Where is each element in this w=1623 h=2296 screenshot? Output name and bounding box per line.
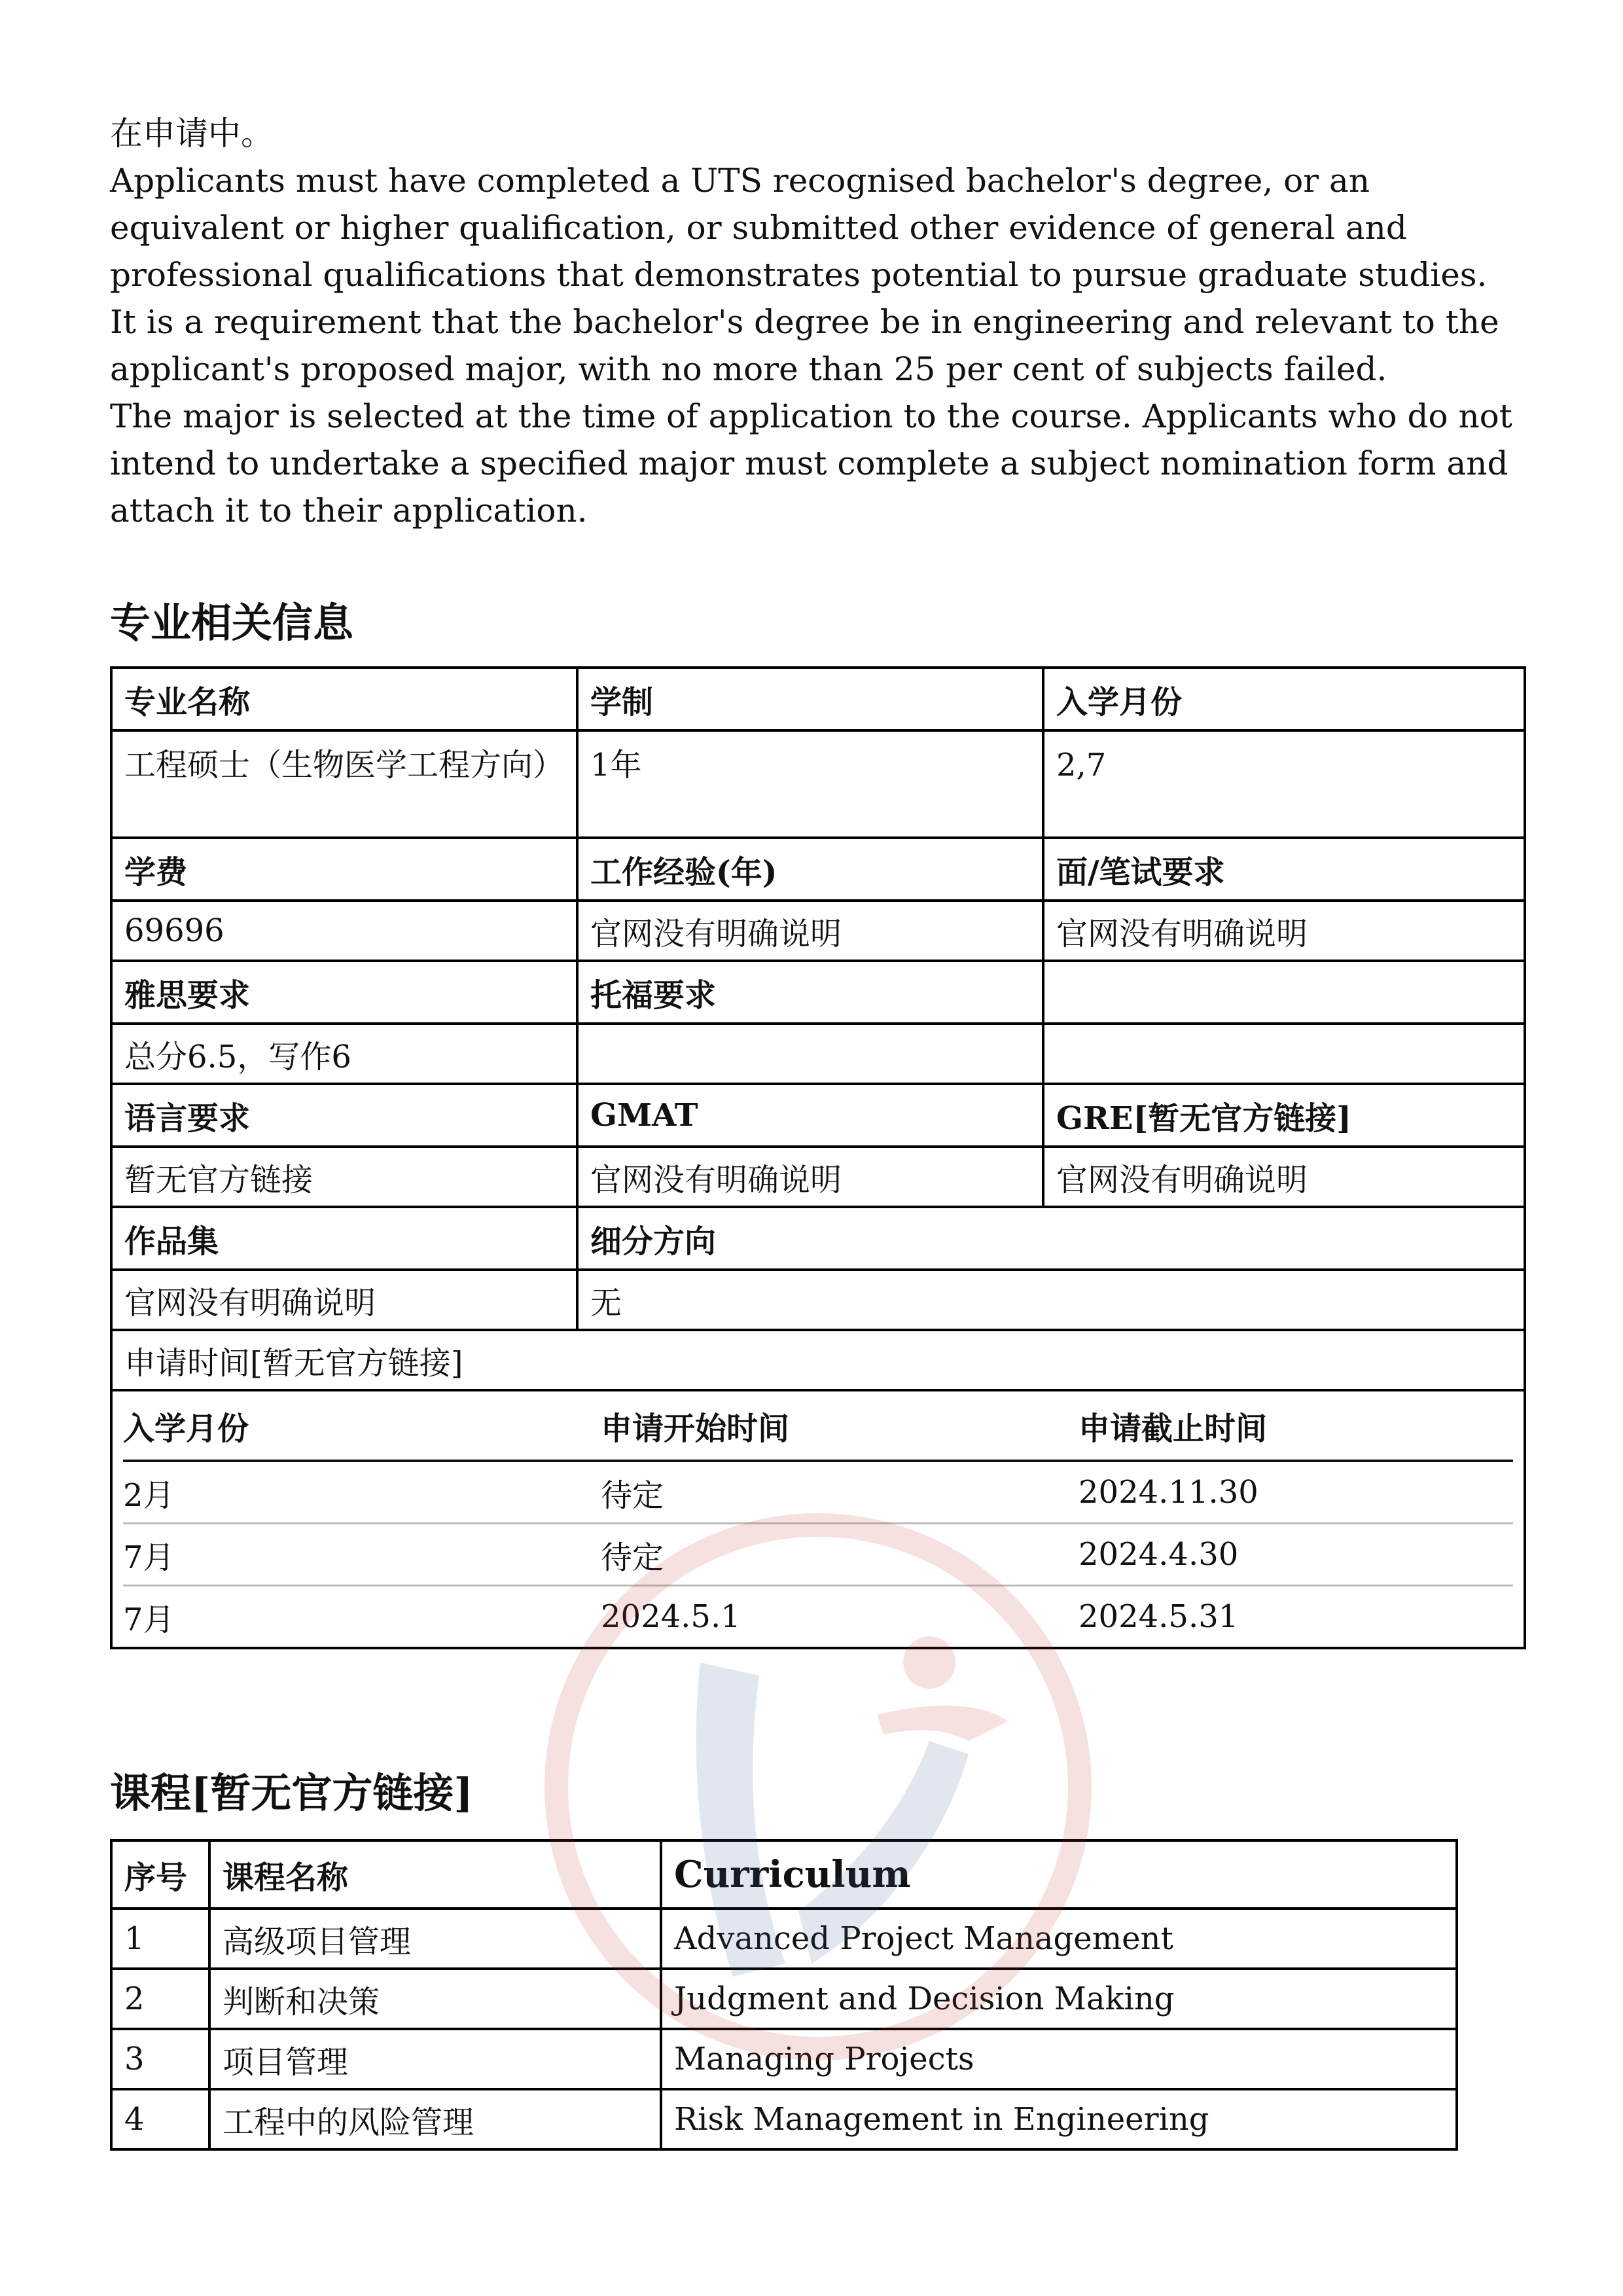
intro-line-1: 在申请中。 <box>110 115 274 152</box>
work-experience-value: 官网没有明确说明 <box>577 901 1043 961</box>
gmat-value: 官网没有明确说明 <box>577 1147 1043 1207</box>
intro-paragraph-admission: Applicants must have completed a UTS recognised bachelor's degree, or an equivalent or higher qualification, or submitted other evidence of general and professional qualifications that demonstrates potential to pursue graduate studies. <box>110 162 1488 294</box>
course-name-zh: 工程中的风险管理 <box>209 2089 661 2149</box>
course-row <box>111 1969 1457 2029</box>
portfolio-label: 作品集 <box>111 1207 577 1270</box>
portfolio-value: 官网没有明确说明 <box>111 1270 577 1330</box>
course-index: 4 <box>111 2089 209 2149</box>
apptime-row <box>123 1586 1513 1647</box>
intro-paragraph-degree-requirement: It is a requirement that the bachelor's degree be in engineering and relevant to the applicant's proposed major, with no more than 25 per cent of subjects failed. <box>110 303 1499 388</box>
language-value: 暂无官方链接 <box>111 1147 577 1207</box>
major-section-title: 专业相关信息 <box>110 599 354 647</box>
toefl-label: 托福要求 <box>577 961 1043 1024</box>
intro-text <box>110 110 1537 534</box>
course-name-en: Risk Management in Engineering <box>661 2089 1457 2149</box>
course-name-zh: 项目管理 <box>209 2029 661 2089</box>
apptime-intake: 2月 <box>123 1461 601 1524</box>
intake-label: 入学月份 <box>1043 668 1525 730</box>
apptime-row <box>123 1461 1513 1524</box>
gmat-label: GMAT <box>577 1084 1043 1147</box>
course-header-index: 序号 <box>111 1840 209 1909</box>
course-index: 2 <box>111 1969 209 2029</box>
course-row <box>111 1909 1457 1969</box>
course-table <box>110 1839 1458 2151</box>
course-row <box>111 2089 1457 2149</box>
ielts-value: 总分6.5，写作6 <box>111 1024 577 1084</box>
course-header-curriculum: Curriculum <box>661 1840 1457 1909</box>
apptime-deadline: 2024.5.31 <box>1079 1598 1239 1635</box>
interview-label: 面/笔试要求 <box>1043 838 1525 901</box>
course-section-title: 课程[暂无官方链接] <box>110 1769 473 1817</box>
tuition-label: 学费 <box>111 838 577 901</box>
course-name-zh: 判断和决策 <box>209 1969 661 2029</box>
intake-value: 2,7 <box>1043 730 1525 838</box>
apptime-header-start: 申请开始时间 <box>601 1391 1079 1461</box>
direction-value: 无 <box>577 1270 1525 1330</box>
apptime-deadline: 2024.11.30 <box>1079 1461 1513 1524</box>
apptime-start: 2024.5.1 <box>601 1598 741 1635</box>
apptime-header-intake: 入学月份 <box>123 1391 601 1461</box>
application-time-label: 申请时间[暂无官方链接] <box>111 1330 1525 1390</box>
interview-value: 官网没有明确说明 <box>1043 901 1525 961</box>
direction-label: 细分方向 <box>577 1207 1525 1270</box>
watermark-arm <box>877 1706 1008 1741</box>
apptime-start: 待定 <box>601 1524 1079 1586</box>
course-row <box>111 2029 1457 2089</box>
course-index: 1 <box>111 1909 209 1969</box>
apptime-header-deadline: 申请截止时间 <box>1079 1391 1513 1461</box>
apptime-deadline: 2024.4.30 <box>1079 1524 1513 1586</box>
major-info-table <box>110 666 1526 1649</box>
empty-cell <box>1043 1024 1525 1084</box>
apptime-row <box>123 1524 1513 1586</box>
intro-paragraph-major-selection: The major is selected at the time of application to the course. Applicants who do not intend to undertake a specified major must complete a subject nomination form and attach it to their application. <box>110 397 1512 529</box>
apptime-intake: 7月 <box>123 1524 601 1586</box>
ielts-label: 雅思要求 <box>111 961 577 1024</box>
major-name-value: 工程硕士（生物医学工程方向） <box>111 730 577 838</box>
duration-label: 学制 <box>577 668 1043 730</box>
course-header-name: 课程名称 <box>209 1840 661 1909</box>
apptime-intake: 7月 <box>123 1601 175 1638</box>
toefl-value <box>577 1024 1043 1084</box>
gre-label: GRE[暂无官方链接] <box>1043 1084 1525 1147</box>
course-index: 3 <box>111 2029 209 2089</box>
application-time-table <box>123 1391 1513 1647</box>
apptime-start: 待定 <box>601 1461 1079 1524</box>
course-name-en: Judgment and Decision Making <box>661 1969 1457 2029</box>
major-name-label: 专业名称 <box>111 668 577 730</box>
duration-value: 1年 <box>577 730 1043 838</box>
tuition-value: 69696 <box>111 901 577 961</box>
application-time-cell <box>111 1390 1525 1648</box>
gre-value: 官网没有明确说明 <box>1043 1147 1525 1207</box>
language-label: 语言要求 <box>111 1084 577 1147</box>
work-experience-label: 工作经验(年) <box>577 838 1043 901</box>
course-name-en: Managing Projects <box>661 2029 1457 2089</box>
course-name-en: Advanced Project Management <box>661 1909 1457 1969</box>
course-name-zh: 高级项目管理 <box>209 1909 661 1969</box>
empty-cell <box>1043 961 1525 1024</box>
